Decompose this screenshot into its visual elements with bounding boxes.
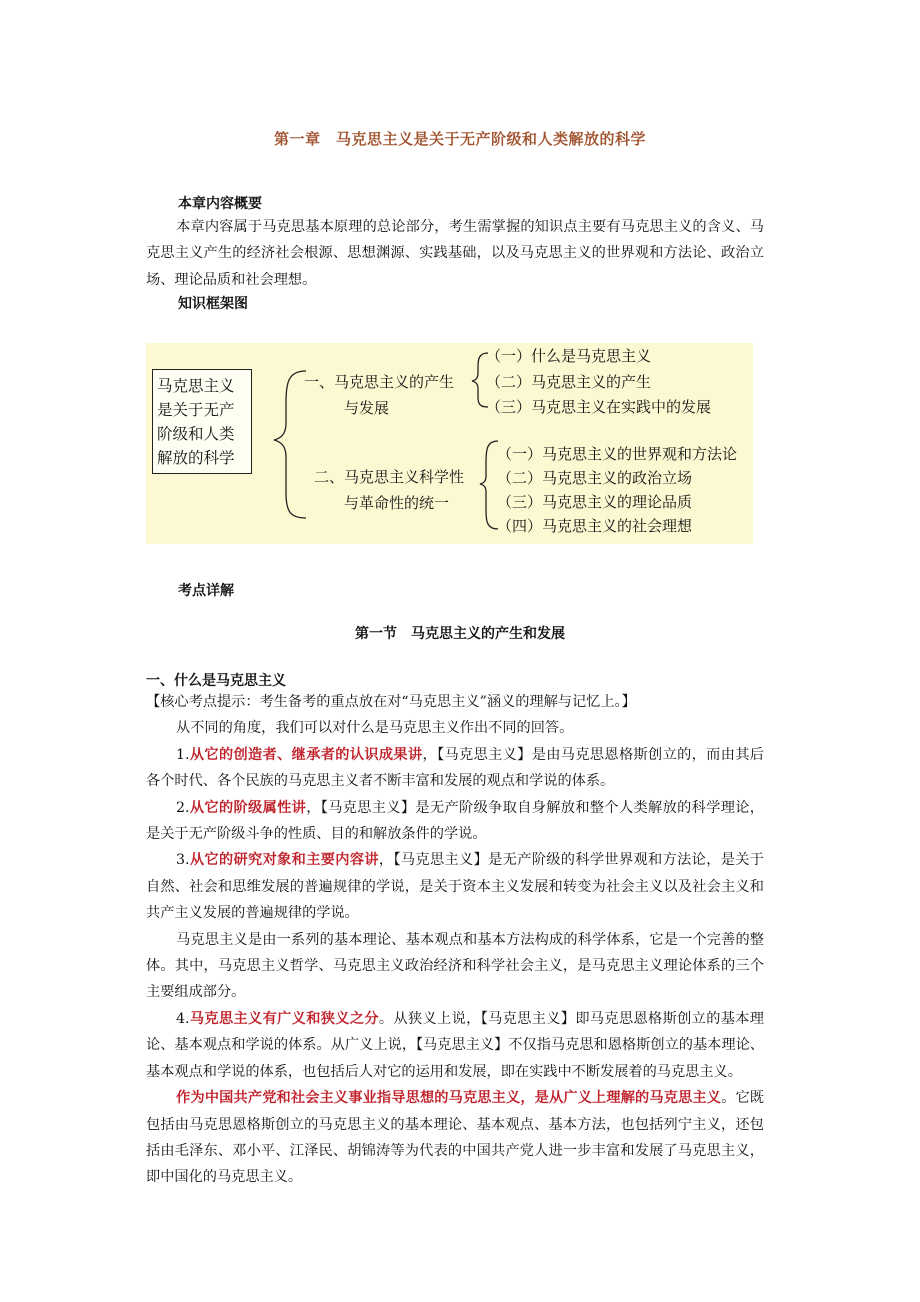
point-number: 3. — [176, 852, 190, 869]
point-highlight: 从它的阶级属性讲 — [189, 799, 307, 816]
diagram-root-box — [152, 369, 252, 474]
point-highlight: 马克思主义有广义和狭义之分 — [189, 1010, 379, 1027]
subsection-title: 一、什么是马克思主义 — [146, 673, 286, 689]
branch2-brace — [480, 441, 498, 529]
branch-2-line: 与革命性的统一 — [344, 494, 450, 512]
point-number: 2. — [176, 799, 190, 816]
tip-paragraph: 【核心考点提示：考生备考的重点放在对“马克思主义”涵义的理解与记忆上。】 — [146, 694, 636, 710]
root-line: 解放的科学 — [157, 449, 235, 467]
chapter-title: 第一章 马克思主义是关于无产阶级和人类解放的科学 — [273, 130, 646, 148]
overview-paragraph — [146, 214, 764, 293]
root-line: 是关于无产 — [157, 401, 235, 419]
overview-heading: 本章内容概要 — [178, 196, 262, 212]
branch-1-line: 一、马克思主义的产生 — [304, 373, 455, 391]
system-text: 马克思主义是由一系列的基本理论、基本观点和基本方法构成的科学体系，它是一个完善的整体。其中，马克思主义哲学、马克思主义政治经济和科学社会主义，是马克思主义理论体系的三个主要组成部分。 — [146, 931, 764, 1001]
intro-text: 从不同的角度，我们可以对什么是马克思主义作出不同的回答。 — [176, 720, 574, 737]
branch-2 — [314, 464, 464, 516]
overview-text: 本章内容属于马克思基本原理的总论部分，考生需掌握的知识点主要有马克思主义的含义、马克思主义产生的经济社会根源、思想渊源、实践基础，以及马克思主义的世界观和方法论、政治立场、理论品质和社会理想。 — [146, 219, 764, 288]
point-text: ，【马克思主义】是无产阶级争取自身解放和整个人类解放的科学理论，是关于无产阶级斗争的性质、目的和解放条件的学说。 — [146, 799, 764, 843]
point-highlight: 从它的研究对象和主要内容讲 — [189, 852, 379, 869]
branch-2-item: （四）马克思主义的社会理想 — [497, 517, 693, 535]
knowledge-framework-diagram — [146, 343, 753, 544]
point-number: 1. — [176, 746, 190, 763]
branch-1-line: 与发展 — [344, 399, 390, 417]
root-line: 阶级和人类 — [157, 425, 235, 443]
branch-1 — [304, 369, 454, 421]
body-text — [146, 689, 764, 1191]
details-heading: 考点详解 — [178, 583, 234, 599]
point-paragraph — [146, 795, 764, 848]
final-paragraph — [146, 1085, 764, 1191]
branch-2-item: （一）马克思主义的世界观和方法论 — [497, 445, 738, 463]
branch-1-item: （三）马克思主义在实践中的发展 — [486, 398, 712, 416]
branch-1-item: （一）什么是马克思主义 — [486, 347, 652, 365]
framework-heading: 知识框架图 — [178, 296, 248, 312]
branch-2-item: （三）马克思主义的理论品质 — [497, 493, 693, 511]
branch-2-line: 二、马克思主义科学性 — [314, 468, 465, 486]
point-highlight: 从它的创造者、继承者的认识成果讲 — [189, 746, 423, 763]
branch-1-item: （二）马克思主义的产生 — [486, 373, 652, 391]
root-brace — [274, 371, 306, 518]
root-line: 马克思主义 — [157, 377, 235, 395]
system-paragraph — [146, 927, 764, 1006]
point-text: ，【马克思主义】是无产阶级的科学世界观和方法论，是关于自然、社会和思维发展的普遍规律的学说，是关于资本主义发展和转变为社会主义以及社会主义和共产主义发展的普遍规律的学说。 — [146, 852, 764, 922]
section-title: 第一节 马克思主义的产生和发展 — [355, 626, 565, 642]
point-text: ，【马克思主义】是由马克思恩格斯创立的，而由其后各个时代、各个民族的马克思主义者不断丰富和发展的观点和学说的体系。 — [146, 746, 764, 790]
branch-2-item: （二）马克思主义的政治立场 — [497, 469, 693, 487]
final-text: 。它既包括由马克思恩格斯创立的马克思主义的基本理论、基本观点、基本方法，也包括列宁主义，还包括由毛泽东、邓小平、江泽民、胡锦涛等为代表的中国共产党人进一步丰富和发展了马克思主义，即中国化的马克思主义。 — [146, 1090, 764, 1186]
final-highlight: 作为中国共产党和社会主义事业指导思想的马克思主义，是从广义上理解的马克思主义 — [176, 1090, 722, 1107]
point-number: 4. — [176, 1010, 190, 1027]
point-paragraph — [146, 847, 764, 926]
point-text: 。从狭义上说，【马克思主义】即马克思恩格斯创立的基本理论、基本观点和学说的体系。从广义上说，【马克思主义】不仅指马克思和恩格斯创立的基本理论、基本观点和学说的体系，也包括后人对它的运用和发展，即在实践中不断发展着的马克思主义。 — [146, 1010, 764, 1080]
intro-paragraph — [146, 715, 764, 741]
point-paragraph — [146, 1006, 764, 1085]
point-paragraph — [146, 742, 764, 795]
